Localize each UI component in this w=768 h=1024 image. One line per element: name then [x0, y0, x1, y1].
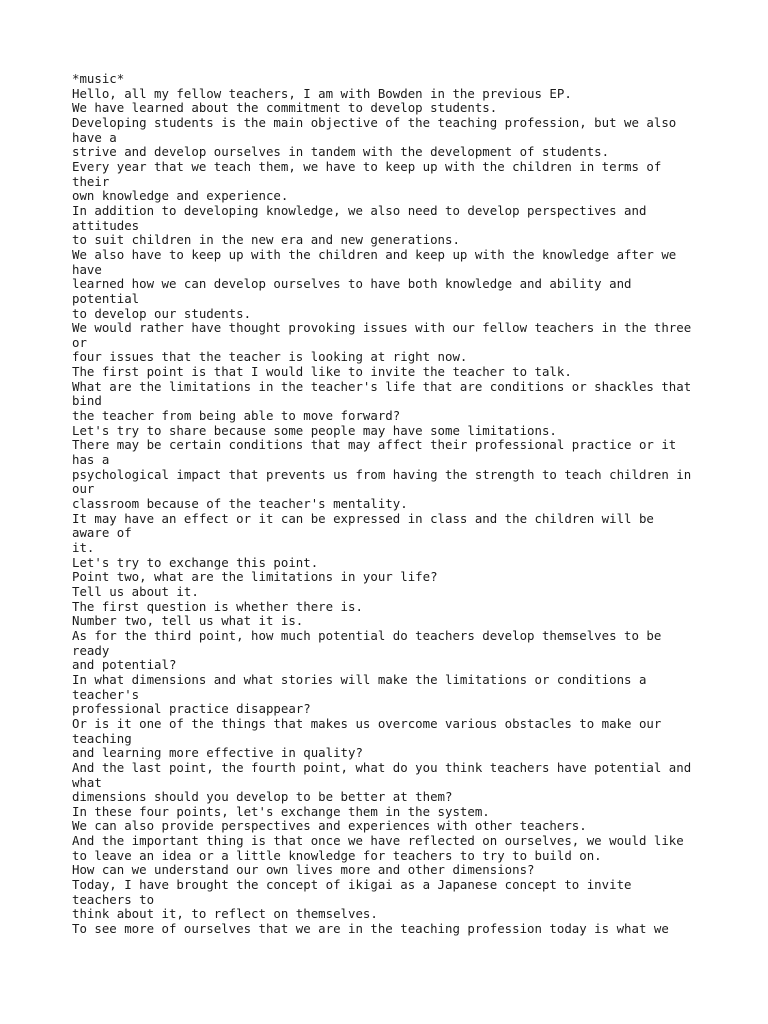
text-line: We also have to keep up with the children and keep up with the knowledge after we — [72, 246, 677, 262]
text-line: And the important thing is that once we have reflected on ourselves, we would like — [72, 833, 684, 849]
text-line: the teacher from being able to move forward? — [72, 408, 401, 424]
text-line: Let's try to exchange this point. — [72, 554, 319, 570]
text-line: own knowledge and experience. — [72, 188, 289, 204]
text-line: dimensions should you develop to be better at them? — [72, 789, 453, 805]
text-line: think about it, to reflect on themselves. — [72, 906, 378, 922]
text-line: In what dimensions and what stories will make the limitations or conditions a — [72, 671, 647, 687]
text-line: psychological impact that prevents us from having the strength to teach children in — [72, 466, 692, 482]
text-line: and potential? — [72, 657, 177, 673]
text-line: ready — [72, 642, 110, 658]
text-line: We have learned about the commitment to develop students. — [72, 100, 498, 116]
text-line: Every year that we teach them, we have to keep up with the children in terms of — [72, 158, 662, 174]
text-line: Today, I have brought the concept of ikigai as a Japanese concept to invite — [72, 877, 632, 893]
text-line: *music* — [72, 71, 125, 86]
text-line: The first point is that I would like to invite the teacher to talk. — [72, 364, 572, 380]
text-line: aware of — [72, 525, 132, 541]
text-line: Hello, all my fellow teachers, I am with Bowden in the previous EP. — [72, 85, 572, 101]
text-line: Tell us about it. — [72, 583, 199, 599]
text-line: or — [72, 334, 87, 350]
text-line: bind — [72, 393, 102, 409]
text-line: In these four points, let's exchange them in the system. — [72, 803, 490, 819]
text-line: attitudes — [72, 217, 140, 233]
text-line: their — [72, 173, 110, 189]
text-line: We can also provide perspectives and experiences with other teachers. — [72, 818, 587, 834]
text-line: strive and develop ourselves in tandem with the development of students. — [72, 144, 610, 160]
text-line: has a — [72, 452, 110, 468]
text-line: How can we understand our own lives more and other dimensions? — [72, 862, 535, 878]
text-line: and learning more effective in quality? — [72, 745, 363, 761]
text-line: Or is it one of the things that makes us overcome various obstacles to make our — [72, 715, 662, 731]
text-line: Let's try to share because some people may have some limitations. — [72, 422, 557, 438]
text-line: teacher's — [72, 686, 140, 702]
text-line: four issues that the teacher is looking at right now. — [72, 349, 468, 365]
text-line: Number two, tell us what it is. — [72, 613, 304, 629]
text-line: There may be certain conditions that may affect their professional practice or it — [72, 437, 677, 453]
text-line: And the last point, the fourth point, what do you think teachers have potential and — [72, 759, 692, 775]
text-line: As for the third point, how much potential do teachers develop themselves to be — [72, 627, 662, 643]
text-line: classroom because of the teacher's mentality. — [72, 496, 408, 512]
text-line: our — [72, 481, 95, 497]
text-line: To see more of ourselves that we are in the teaching profession today is what we — [72, 921, 669, 937]
text-line: In addition to developing knowledge, we also need to develop perspectives and — [72, 202, 647, 218]
text-line: Point two, what are the limitations in your life? — [72, 569, 438, 585]
text-line: potential — [72, 290, 140, 306]
transcript-text — [72, 72, 712, 937]
text-line: Developing students is the main objective of the teaching profession, but we also — [72, 114, 677, 130]
text-line: teaching — [72, 730, 132, 746]
text-line: to suit children in the new era and new generations. — [72, 232, 460, 248]
text-line: learned how we can develop ourselves to have both knowledge and ability and — [72, 276, 632, 292]
text-line: What are the limitations in the teacher's life that are conditions or shackles that — [72, 378, 692, 394]
text-line: what — [72, 774, 102, 790]
text-line: We would rather have thought provoking issues with our fellow teachers in the three — [72, 320, 692, 336]
text-line: The first question is whether there is. — [72, 598, 363, 614]
text-line: teachers to — [72, 891, 155, 907]
text-line: have a — [72, 129, 117, 145]
text-line: have — [72, 261, 102, 277]
text-line: it. — [72, 540, 95, 555]
text-line: to leave an idea or a little knowledge for teachers to try to build on. — [72, 847, 602, 863]
text-line: It may have an effect or it can be expressed in class and the children will be — [72, 510, 654, 526]
text-line: to develop our students. — [72, 305, 252, 321]
text-line: professional practice disappear? — [72, 701, 311, 717]
